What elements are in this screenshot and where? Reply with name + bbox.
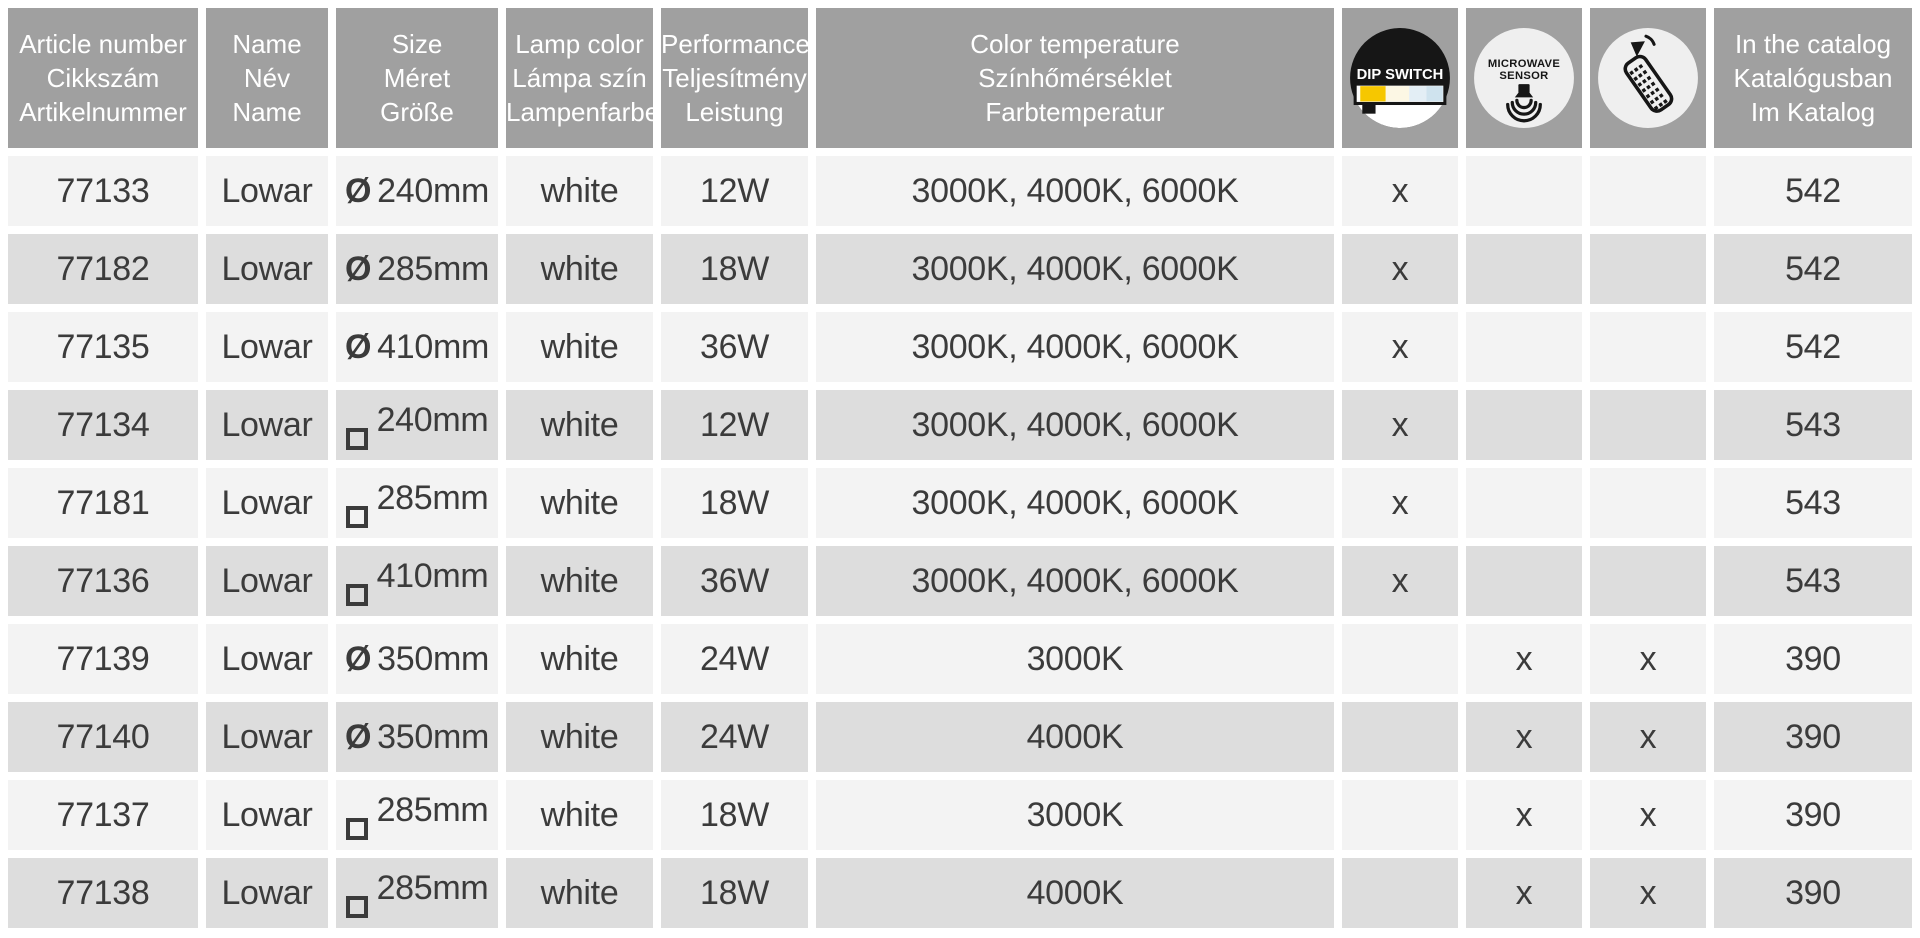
size-shape-icon [346,506,368,528]
catalog-page-cell: 390 [1714,780,1912,850]
size-shape-icon [346,428,368,450]
article-number-cell: 77136 [8,546,198,616]
table-row [8,858,1912,928]
header-line: Name [232,97,302,127]
size-cell [336,702,498,772]
color-temperature-cell: 3000K [816,624,1334,694]
microwave-sensor-mark-cell [1466,546,1582,616]
size-value: 285mm [376,790,489,829]
performance-cell: 24W [661,624,808,694]
catalog-page-cell: 390 [1714,702,1912,772]
remote-control-mark-cell: x [1590,780,1706,850]
size-value: 350mm [377,717,490,756]
color-temperature-cell: 3000K, 4000K, 6000K [816,390,1334,460]
size-shape-icon [346,584,368,606]
lamp-color-cell: white [506,702,653,772]
microwave-sensor-mark-cell [1466,234,1582,304]
table-row [8,546,1912,616]
size-cell [336,234,498,304]
catalog-page-cell: 543 [1714,546,1912,616]
size-shape-icon: Ø [344,327,372,366]
dip-switch-mark-cell: x [1342,468,1458,538]
dip-switch-mark-cell [1342,702,1458,772]
lamp-color-cell: white [506,312,653,382]
header-line: Farbtemperatur [985,97,1165,127]
size-cell [336,780,498,850]
table-row [8,156,1912,226]
performance-cell: 12W [661,156,808,226]
col-header-name [206,8,328,148]
dip-switch-mark-cell [1342,858,1458,928]
header-line: In the catalog [1734,29,1892,59]
size-cell [336,858,498,928]
size-shape-icon [346,818,368,840]
catalog-page-cell: 543 [1714,468,1912,538]
size-cell [336,468,498,538]
name-cell: Lowar [206,702,328,772]
size-value: 240mm [377,171,490,210]
article-number-cell: 77140 [8,702,198,772]
lamp-color-cell: white [506,624,653,694]
lamp-color-cell: white [506,156,653,226]
microwave-sensor-mark-cell [1466,390,1582,460]
performance-cell: 18W [661,468,808,538]
performance-cell: 36W [661,312,808,382]
size-value: 240mm [376,400,489,439]
name-cell: Lowar [206,780,328,850]
microwave-sensor-label: SENSOR [1499,70,1549,83]
name-cell: Lowar [206,624,328,694]
size-shape-icon: Ø [344,717,372,756]
table-row [8,234,1912,304]
name-cell: Lowar [206,468,328,538]
dip-switch-mark-cell: x [1342,234,1458,304]
header-line: Lampenfarbe [506,97,660,127]
header-line: Artikelnummer [19,97,187,127]
dip-switch-mark-cell [1342,780,1458,850]
header-line: Color temperature [970,29,1180,59]
header-line: Article number [19,29,187,59]
size-value: 285mm [376,868,489,907]
microwave-sensor-mark-cell: x [1466,780,1582,850]
color-temperature-cell: 3000K, 4000K, 6000K [816,546,1334,616]
col-header-size [336,8,498,148]
size-cell [336,312,498,382]
size-shape-icon: Ø [344,171,372,210]
size-shape-icon: Ø [344,639,372,678]
microwave-sensor-mark-cell: x [1466,858,1582,928]
remote-control-icon [1595,25,1701,131]
name-cell: Lowar [206,390,328,460]
microwave-sensor-mark-cell [1466,312,1582,382]
microwave-sensor-mark-cell: x [1466,624,1582,694]
name-cell: Lowar [206,234,328,304]
name-cell: Lowar [206,546,328,616]
dip-switch-label: DIP SWITCH [1356,67,1444,84]
dip-switch-mark-cell: x [1342,546,1458,616]
remote-control-mark-cell [1590,390,1706,460]
microwave-sensor-mark-cell: x [1466,702,1582,772]
table-row [8,624,1912,694]
microwave-sensor-icon [1471,25,1577,131]
header-line: Leistung [685,97,784,127]
col-header-dip-switch [1342,8,1458,148]
article-number-cell: 77137 [8,780,198,850]
size-cell [336,546,498,616]
col-header-article-number [8,8,198,148]
microwave-sensor-mark-cell [1466,468,1582,538]
header-line: Im Katalog [1750,97,1876,127]
col-header-in-the-catalog [1714,8,1912,148]
header-line: Size [391,29,443,59]
lamp-color-cell: white [506,234,653,304]
catalog-page-cell: 542 [1714,156,1912,226]
article-number-cell: 77138 [8,858,198,928]
color-temperature-cell: 4000K [816,858,1334,928]
color-temperature-cell: 3000K, 4000K, 6000K [816,468,1334,538]
size-value: 285mm [376,478,489,517]
catalog-page-cell: 543 [1714,390,1912,460]
lamp-color-cell: white [506,390,653,460]
microwave-sensor-label: MICROWAVE [1487,57,1561,70]
performance-cell: 18W [661,234,808,304]
table-body [8,156,1912,928]
header-line: Katalógusban [1733,63,1893,93]
name-cell: Lowar [206,156,328,226]
header-line: Színhőmérséklet [978,63,1172,93]
article-number-cell: 77134 [8,390,198,460]
remote-control-mark-cell [1590,234,1706,304]
header-line: Lamp color [515,29,644,59]
col-header-remote-control [1590,8,1706,148]
lamp-color-cell: white [506,468,653,538]
performance-cell: 12W [661,390,808,460]
dip-switch-mark-cell: x [1342,156,1458,226]
microwave-sensor-mark-cell [1466,156,1582,226]
size-shape-icon [346,896,368,918]
col-header-microwave-sensor [1466,8,1582,148]
header-line: Lámpa szín [512,63,647,93]
performance-cell: 18W [661,780,808,850]
article-number-cell: 77133 [8,156,198,226]
lamp-color-cell: white [506,780,653,850]
lamp-color-cell: white [506,858,653,928]
remote-control-mark-cell [1590,156,1706,226]
remote-control-mark-cell [1590,312,1706,382]
size-cell [336,390,498,460]
color-temperature-cell: 3000K, 4000K, 6000K [816,156,1334,226]
size-cell [336,156,498,226]
header-line: Größe [380,97,454,127]
article-number-cell: 77181 [8,468,198,538]
table-row [8,390,1912,460]
remote-control-mark-cell: x [1590,624,1706,694]
header-row [8,8,1912,148]
dip-switch-mark-cell [1342,624,1458,694]
remote-control-mark-cell [1590,546,1706,616]
col-header-performance [661,8,808,148]
size-value: 410mm [377,327,490,366]
header-line: Teljesítmény [662,63,807,93]
performance-cell: 36W [661,546,808,616]
catalog-page-cell: 390 [1714,858,1912,928]
color-temperature-cell: 4000K [816,702,1334,772]
size-value: 350mm [377,639,490,678]
article-number-cell: 77139 [8,624,198,694]
name-cell: Lowar [206,312,328,382]
color-temperature-cell: 3000K [816,780,1334,850]
remote-control-mark-cell [1590,468,1706,538]
size-value: 410mm [376,556,489,595]
remote-control-mark-cell: x [1590,858,1706,928]
lamp-color-cell: white [506,546,653,616]
table-row [8,468,1912,538]
color-temperature-cell: 3000K, 4000K, 6000K [816,312,1334,382]
name-cell: Lowar [206,858,328,928]
size-shape-icon: Ø [344,249,372,288]
header-line: Név [243,63,291,93]
col-header-lamp-color [506,8,660,148]
header-line: Cikkszám [46,63,160,93]
header-line: Méret [383,63,451,93]
catalog-page-cell: 390 [1714,624,1912,694]
article-number-cell: 77182 [8,234,198,304]
size-cell [336,624,498,694]
article-number-cell: 77135 [8,312,198,382]
catalog-page-cell: 542 [1714,312,1912,382]
color-temperature-cell: 3000K, 4000K, 6000K [816,234,1334,304]
table-row [8,780,1912,850]
table-row [8,702,1912,772]
header-line: Name [232,29,302,59]
dip-switch-mark-cell: x [1342,312,1458,382]
performance-cell: 24W [661,702,808,772]
catalog-page-cell: 542 [1714,234,1912,304]
performance-cell: 18W [661,858,808,928]
dip-switch-mark-cell: x [1342,390,1458,460]
header-line: Performance [661,29,810,59]
size-value: 285mm [377,249,490,288]
table-row [8,312,1912,382]
col-header-color-temperature [816,8,1334,148]
dip-switch-icon [1347,25,1453,131]
remote-control-mark-cell: x [1590,702,1706,772]
